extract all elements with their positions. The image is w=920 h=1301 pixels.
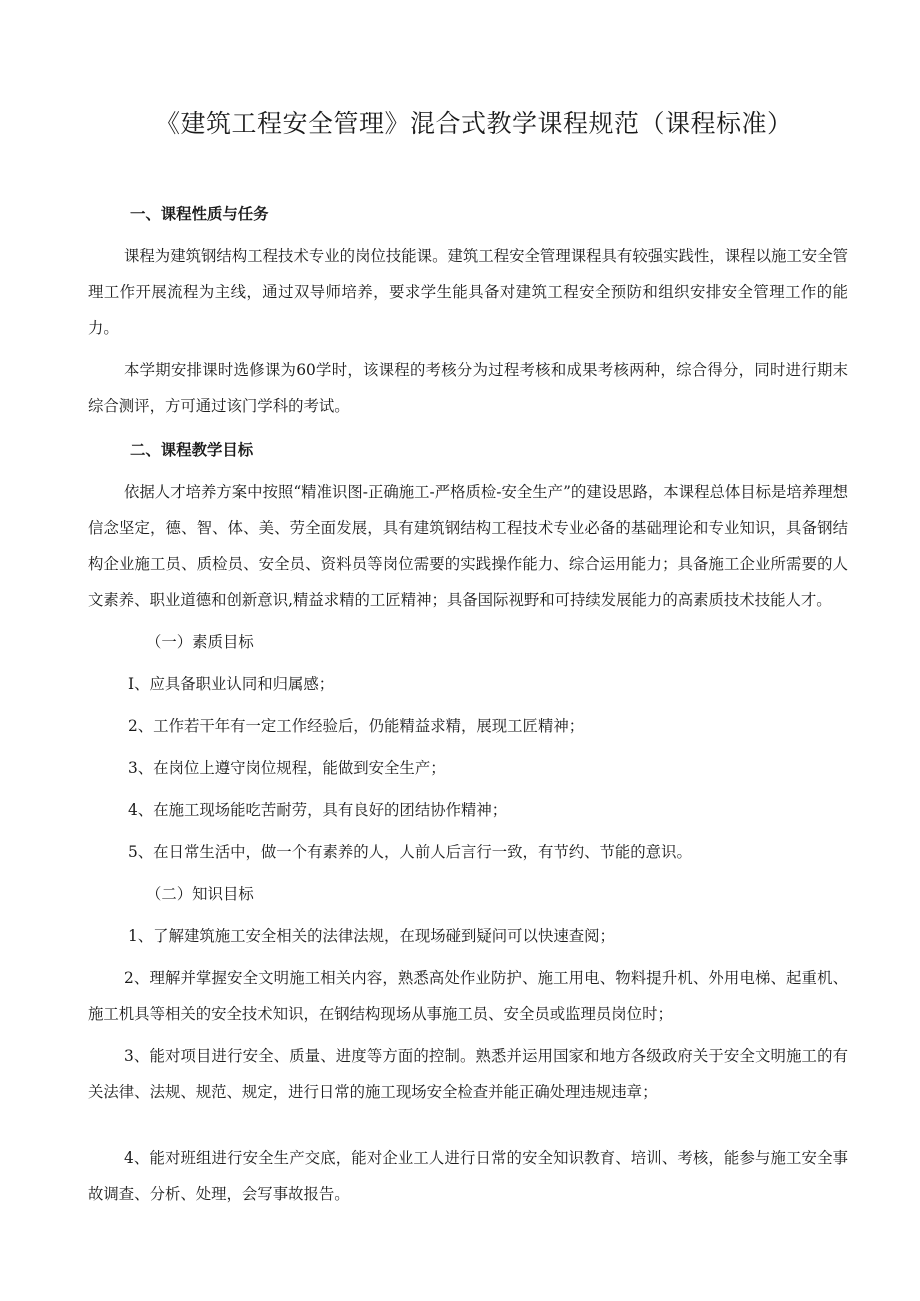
list-item: 1、了解建筑施工安全相关的法律法规，在现场碰到疑问可以快速查阅； xyxy=(128,927,615,945)
list-item: 2、理解并掌握安全文明施工相关内容，熟悉高处作业防护、施工用电、物料提升机、外用电梯、起重机、施工机具等相关的安全技术知识，在钢结构现场从事施工员、安全员或监理员岗位时； xyxy=(88,969,848,1023)
paragraph: 依据人才培养方案中按照“精准识图-正确施工-严格质检-安全生产”的建设思路，本课程总体目标是培养理想信念坚定，德、智、体、美、劳全面发展，具有建筑钢结构工程技术专业必备的基础理论和专业知识，具备钢结构企业施工员、质检员、安全员、资料员等岗位需要的实践操作能力、综合运用能力；具备施工企业所需要的人文素养、职业道德和创新意识,精益求精的工匠精神；具备国际视野和可持续发展能力的高素质技术技能人才。 xyxy=(88,483,848,609)
subsection-heading-quality: （一）素质目标 xyxy=(146,633,254,651)
section-heading-objectives: 二、课程教学目标 xyxy=(130,441,254,459)
list-item: 5、在日常生活中，做一个有素养的人，人前人后言行一致，有节约、节能的意识。 xyxy=(128,843,692,861)
section-heading-nature: 一、课程性质与任务 xyxy=(130,205,269,223)
list-item: 4、在施工现场能吃苦耐劳，具有良好的团结协作精神； xyxy=(128,801,508,819)
list-item: 3、能对项目进行安全、质量、进度等方面的控制。熟悉并运用国家和地方各级政府关于安全文明施工的有关法律、法规、规范、规定，进行日常的施工现场安全检查并能正确处理违规违章； xyxy=(88,1047,848,1101)
document-body xyxy=(88,196,848,1212)
list-item: I、应具备职业认同和归属感； xyxy=(128,675,335,693)
spacer xyxy=(88,1110,848,1140)
document-title: 《建筑工程安全管理》混合式教学课程规范（课程标准） xyxy=(155,109,793,138)
subsection-heading-knowledge: （二）知识目标 xyxy=(146,885,254,903)
list-item: 4、能对班组进行安全生产交底，能对企业工人进行日常的安全知识教育、培训、考核，能参与施工安全事故调查、分析、处理，会写事故报告。 xyxy=(88,1149,848,1203)
list-item: 2、工作若干年有一定工作经验后，仍能精益求精，展现工匠精神； xyxy=(128,717,585,735)
paragraph: 课程为建筑钢结构工程技术专业的岗位技能课。建筑工程安全管理课程具有较强实践性，课程以施工安全管理工作开展流程为主线，通过双导师培养，要求学生能具备对建筑工程安全预防和组织安排安全管理工作的能力。 xyxy=(88,247,848,337)
list-item: 3、在岗位上遵守岗位规程，能做到安全生产； xyxy=(128,759,446,777)
paragraph: 本学期安排课时选修课为60学时，该课程的考核分为过程考核和成果考核两种，综合得分，同时进行期末综合测评，方可通过该门学科的考试。 xyxy=(88,361,848,415)
